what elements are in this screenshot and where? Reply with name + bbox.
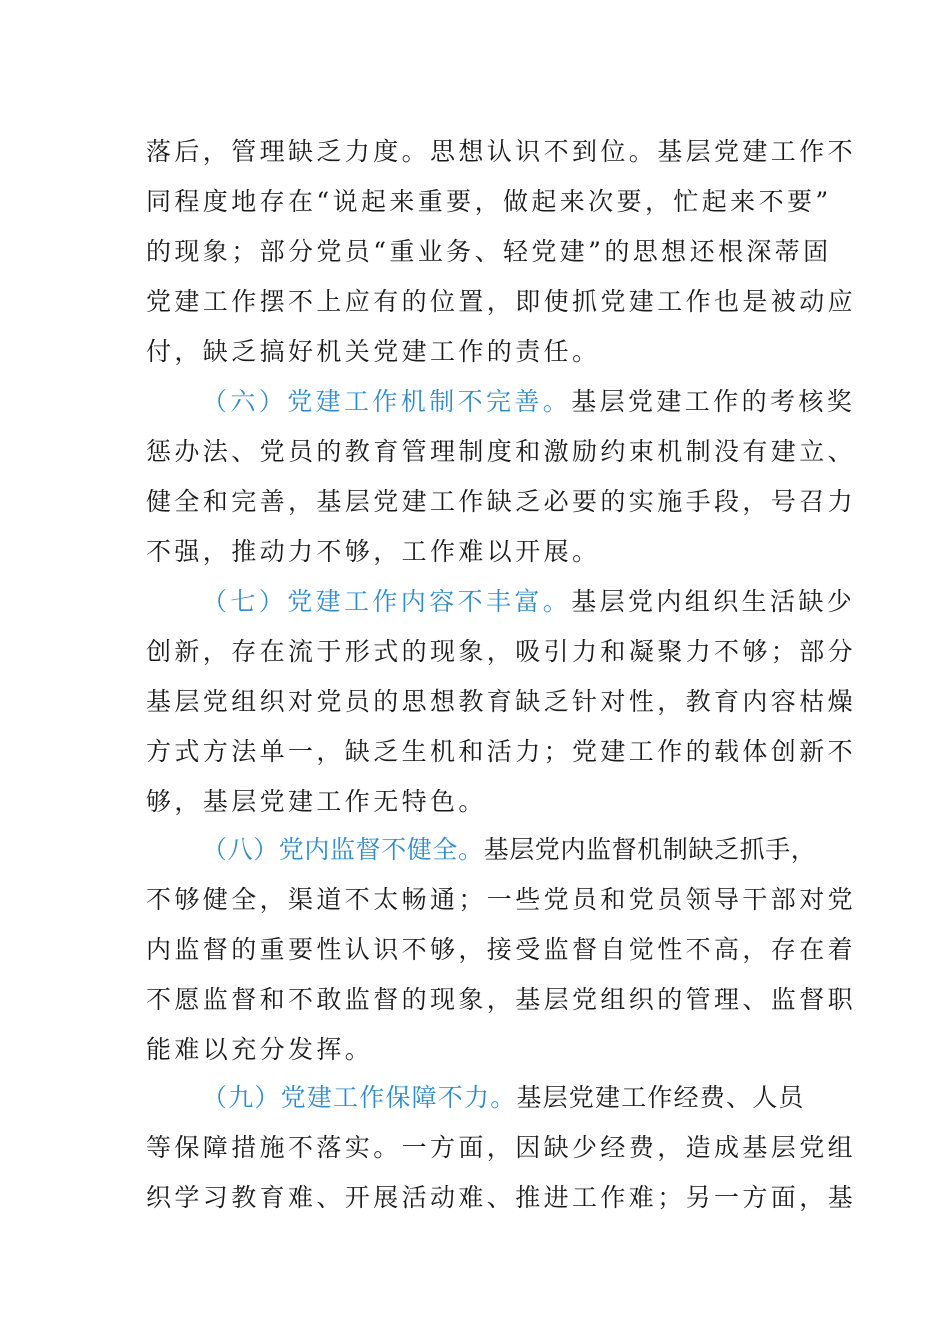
paragraph-line: 不愿监督和不敢监督的现象，基层党组织的管理、监督职 [146, 985, 857, 1014]
paragraph-line: 党建工作摆不上应有的位置，即使抓党建工作也是被动应 [146, 287, 857, 316]
section-heading: （八）党内监督不健全。 [202, 835, 484, 864]
paragraph-line: 同程度地存在“说起来重要，做起来次要，忙起来不要” [146, 187, 832, 216]
paragraph-line: 内监督的重要性认识不够，接受监督自觉性不高，存在着 [146, 935, 857, 964]
paragraph-line: 能难以充分发挥。 [146, 1035, 374, 1064]
paragraph-line: 付，缺乏搞好机关党建工作的责任。 [146, 337, 601, 366]
paragraph-line: 方式方法单一，缺乏生机和活力；党建工作的载体创新不 [146, 737, 857, 766]
paragraph-line: 基层党组织对党员的思想教育缺乏针对性，教育内容枯燥 [146, 687, 857, 716]
paragraph-line: 不够健全，渠道不太畅通；一些党员和党员领导干部对党 [146, 885, 857, 914]
paragraph-line: 落后，管理缺乏力度。思想认识不到位。基层党建工作不 [146, 137, 857, 166]
section-text: 基层党内监督机制缺乏抓手， [483, 835, 817, 864]
section-heading: （九）党建工作保障不力。 [202, 1083, 517, 1112]
section-first-line [202, 1080, 816, 1116]
paragraph-line: 惩办法、党员的教育管理制度和激励约束机制没有建立、 [146, 437, 857, 466]
section-heading: （六）党建工作机制不完善。 [202, 387, 572, 416]
paragraph-line: 创新，存在流于形式的现象，吸引力和凝聚力不够；部分 [146, 637, 857, 666]
paragraph-line: 等保障措施不落实。一方面，因缺少经费，造成基层党组 [146, 1133, 857, 1162]
section-text: 基层党内组织生活缺少 [571, 587, 856, 616]
paragraph-line: 的现象；部分党员“重业务、轻党建”的思想还根深蒂固 [146, 237, 832, 266]
section-first-line [202, 832, 816, 868]
section-text: 基层党建工作的考核奖 [571, 387, 856, 416]
section-heading: （七）党建工作内容不丰富。 [202, 587, 572, 616]
section-first-line [202, 584, 856, 620]
paragraph-line: 不强，推动力不够，工作难以开展。 [146, 537, 601, 566]
section-text: 基层党建工作经费、人员 [516, 1083, 805, 1112]
paragraph-line: 健全和完善，基层党建工作缺乏必要的实施手段，号召力 [146, 487, 857, 516]
paragraph-line: 织学习教育难、开展活动难、推进工作难；另一方面，基 [146, 1183, 857, 1212]
section-first-line [202, 384, 856, 420]
paragraph-line: 够，基层党建工作无特色。 [146, 787, 487, 816]
